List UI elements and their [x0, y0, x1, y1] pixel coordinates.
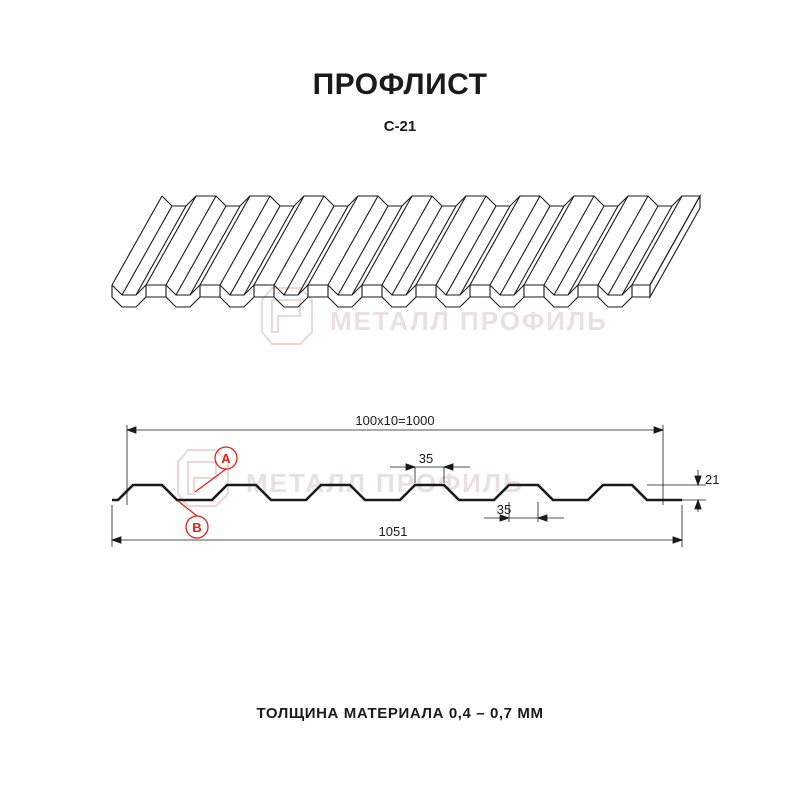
dimension-rib-top-label: 35	[418, 451, 434, 466]
material-thickness-note: ТОЛЩИНА МАТЕРИАЛА 0,4 – 0,7 ММ	[256, 705, 544, 722]
callout-a-label: A	[221, 451, 231, 466]
page-title: ПРОФЛИСТ	[312, 68, 488, 101]
dimension-height	[647, 470, 706, 512]
dimension-total-width-label: 1051	[378, 524, 408, 539]
watermark-text-top: МЕТАЛЛ ПРОФИЛЬ	[330, 306, 608, 336]
dimension-rib-bottom-label: 35	[496, 502, 512, 517]
watermark-top	[262, 288, 608, 344]
dimension-height-label: 21	[705, 472, 720, 487]
isometric-sheet	[112, 196, 700, 307]
watermark-text-bottom: МЕТАЛЛ ПРОФИЛЬ	[246, 468, 524, 498]
dimension-pitch-label: 100x10=1000	[355, 413, 435, 428]
page-subtitle: С-21	[383, 118, 417, 135]
callout-b-label: B	[192, 520, 202, 535]
